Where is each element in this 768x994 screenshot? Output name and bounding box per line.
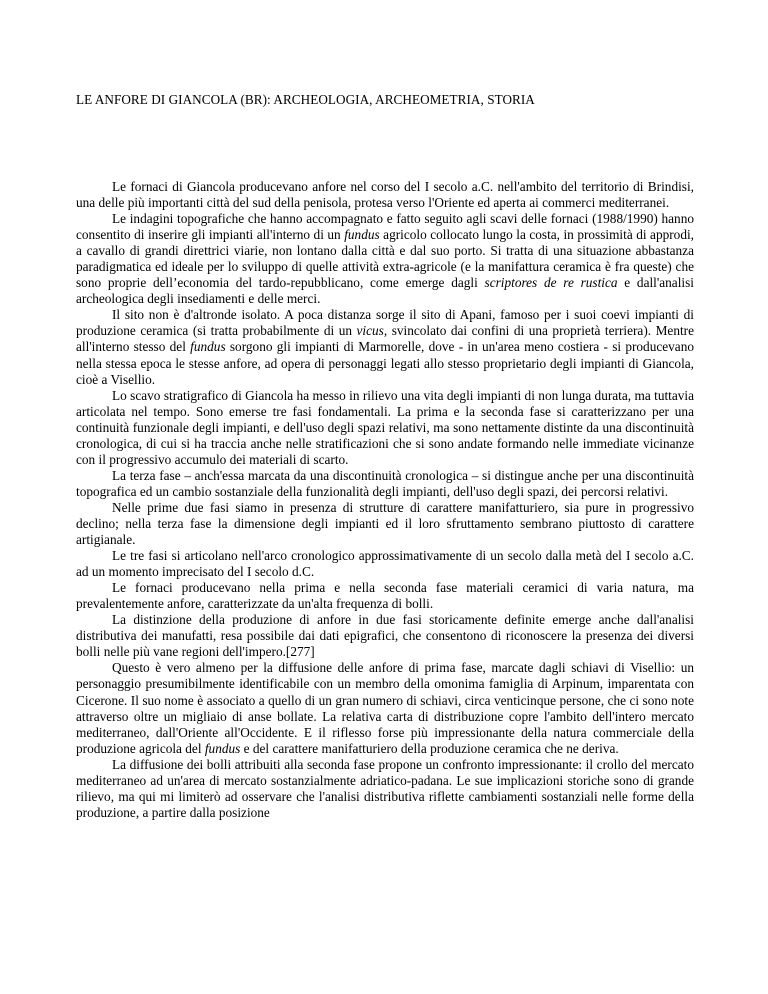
italic-term: fundus — [204, 740, 241, 756]
text-run: sorgono gli impianti di Marmorelle, dove - in un'area meno costiera - si producevano nella stessa epoca le stesse anfore, ad opera di personaggi legati allo stesso proprietario degli impianti di Giancola, cioè a Visellio. — [76, 339, 694, 387]
body-paragraph — [76, 468, 694, 500]
text-run: Questo è vero almeno per la diffusione delle anfore di prima fase, marcate dagli schiavi di Visellio: un personaggio presumibilmente identificabile con un membro della omonima famiglia di Arpinum, imparentata con Cicerone. Il suo nome è associato a quello di un gran numero di schiavi, circa venticinque persone, che ci sono note attraverso oltre un migliaio di anse bollate. La relativa carta di distribuzione copre l'ambito dell'intero mercato mediterraneo, dall'Oriente all'Occidente. E il riflesso forse più impressionante della natura commerciale della produzione agricola del — [76, 660, 694, 756]
body-paragraph — [76, 500, 694, 548]
body-paragraph — [76, 211, 694, 307]
body-paragraph — [76, 388, 694, 468]
text-run: Le fornaci producevano nella prima e nella seconda fase materiali ceramici di varia natura, ma prevalentemente anfore, caratterizzate da un'alta frequenza di bolli. — [76, 580, 694, 612]
text-run: La diffusione dei bolli attribuiti alla seconda fase propone un confronto impressionante: il crollo del mercato mediterraneo ad un'area di mercato sostanzialmente adriatico-padana. Le sue implicazioni storiche sono di grande rilievo, ma qui mi limiterò ad osservare che l'analisi distributiva riflette cambiamenti sostanziali nelle forme della produzione, a partire dalla posizione — [76, 756, 694, 820]
text-run: Lo scavo stratigrafico di Giancola ha messo in rilievo una vita degli impianti di non lunga durata, ma tuttavia articolata nel tempo. Sono emerse tre fasi fondamentali. La prima e la seconda fase si caratterizzano per una continuità funzionale degli impianti, e dell'uso degli spazi relativi, ma sono nettamente distinte da una discontinuità cronologica, di cui si ha traccia anche nelle stratificazioni che si sono andate formando nelle immediate vicinanze con il progressivo accumulo dei materiali di scarto. — [76, 387, 694, 467]
italic-term: fundus — [190, 339, 226, 355]
text-run: Le fornaci di Giancola producevano anfore nel corso del I secolo a.C. nell'ambito del territorio di Brindisi, una delle più importanti città del sud della penisola, protesa verso l'Oriente ed aperta ai commerci mediterranei. — [76, 179, 694, 211]
body-paragraph — [76, 548, 694, 580]
body-paragraph — [76, 757, 694, 821]
italic-term: vicus — [356, 323, 384, 339]
document-body — [76, 179, 694, 821]
text-run: e del carattere manifatturiero della produzione ceramica che ne deriva. — [240, 740, 619, 756]
text-run: Nelle prime due fasi siamo in presenza di strutture di carattere manifatturiero, sia pure in progressivo declino; nella terza fase la dimensione degli impianti ed il loro sfruttamento sembrano piuttosto di carattere artigianale. — [76, 499, 694, 548]
body-paragraph — [76, 612, 694, 660]
text-run: Il sito non è d'altronde isolato. A poca distanza sorge il sito di Apani, famoso per i suoi coevi impianti di produzione ceramica (si tratta probabilmente di un — [76, 307, 694, 339]
text-run: agricolo collocato lungo la costa, in prossimità di approdi, a cavallo di grandi direttrici viarie, non lontano dalla città e dal suo porto. Si tratta di una situazione abbastanza paradigmatica ed ideale per lo sviluppo di quelle attività extra-agricole (e la manifattura ceramica è fra queste) che sono proprie dell’economia del tardo-repubblicano, come emerge dagli — [76, 227, 695, 291]
document-title: LE ANFORE DI GIANCOLA (BR): ARCHEOLOGIA, ARCHEOMETRIA, STORIA — [76, 92, 535, 107]
text-run: La terza fase – anch'essa marcata da una discontinuità cronologica – si distingue anche per una discontinuità topografica ed un cambio sostanziale della funzionalità degli impianti, dell'uso degli spazi, dei percorsi relativi. — [76, 467, 694, 499]
text-run: Le indagini topografiche che hanno accompagnato e fatto seguito agli scavi delle fornaci (1988/1990) hanno consentito di inserire gli impianti all'interno di un — [76, 211, 694, 243]
body-paragraph — [76, 580, 694, 612]
text-run: e dall'analisi archeologica degli insediamenti e delle merci. — [76, 275, 694, 307]
italic-term: fundus — [344, 227, 380, 243]
text-run: Le tre fasi si articolano nell'arco cronologico approssimativamente di un secolo dalla metà del I secolo a.C. ad un momento imprecisato del I secolo d.C. — [76, 548, 694, 580]
body-paragraph — [76, 307, 694, 387]
text-run: , svincolato dai confini di una proprietà terriera). Mentre all'interno stesso del — [76, 323, 694, 355]
italic-term: scriptores de re rustica — [484, 275, 618, 291]
body-paragraph — [76, 179, 694, 211]
text-run: La distinzione della produzione di anfore in due fasi storicamente definite emerge anche dall'analisi distributiva dei manufatti, resa possibile dai dati epigrafici, che consentono di riconoscere la presenza dei diversi bolli nelle più vane regioni dell'impero.[277] — [76, 612, 694, 660]
body-paragraph — [76, 660, 694, 756]
